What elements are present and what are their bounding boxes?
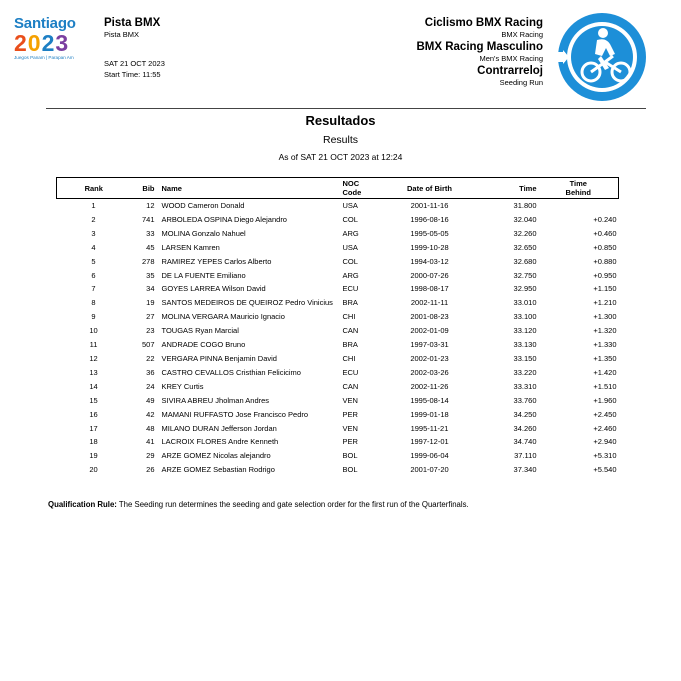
- cell-noc: CHI: [342, 353, 356, 363]
- cell-noc: ARG: [342, 270, 359, 280]
- table-row: [57, 324, 619, 338]
- cell-rank: 20: [89, 465, 98, 475]
- cell-dob: 2002-03-26: [410, 367, 449, 377]
- cell-rank: 14: [89, 381, 98, 391]
- header-left: [104, 16, 264, 80]
- cell-name: MAMANI RUFFASTO Jose Francisco Pedro: [161, 409, 309, 419]
- results-title-en: Results: [322, 134, 358, 146]
- sport-title: Ciclismo BMX Racing: [424, 17, 543, 29]
- cell-bib: 29: [146, 451, 155, 461]
- cell-time: 32.260: [513, 228, 537, 238]
- cell-name: LARSEN Kamren: [161, 242, 220, 252]
- cell-rank: 3: [91, 228, 96, 238]
- cell-name: MOLINA VERGARA Mauricio Ignacio: [161, 312, 285, 322]
- table-row: [57, 380, 619, 394]
- table-row: [57, 463, 619, 477]
- header-right: [283, 16, 543, 88]
- cell-bib: 19: [146, 298, 155, 308]
- table-row: [57, 255, 619, 269]
- logo-year-digit: 0: [27, 30, 42, 56]
- cell-time: 34.260: [513, 423, 537, 433]
- cell-bib: 42: [146, 409, 155, 419]
- results-table: [56, 177, 619, 477]
- cell-name: ARZE GOMEZ Sebastian Rodrigo: [161, 465, 275, 475]
- event-subtitle: Men's BMX Racing: [479, 54, 543, 63]
- table-row: [57, 296, 619, 310]
- cell-bib: 45: [146, 242, 155, 252]
- cell-time: 33.760: [513, 395, 537, 405]
- cell-bib: 49: [146, 395, 155, 405]
- cell-rank: 4: [91, 242, 96, 252]
- cell-time: 34.250: [513, 409, 537, 419]
- table-row: [57, 366, 619, 380]
- cell-time: 32.750: [513, 270, 537, 280]
- cell-bib: 507: [141, 340, 155, 350]
- cell-rank: 15: [89, 395, 98, 405]
- col-behind-header: [539, 178, 619, 199]
- qualification-label: Qualification Rule:: [48, 500, 117, 509]
- santiago-2023-logo: [14, 16, 90, 78]
- col-behind-header-line1: Time: [569, 179, 587, 188]
- cell-bib: 27: [146, 312, 155, 322]
- cell-bib: 34: [146, 284, 155, 294]
- table-row: [57, 310, 619, 324]
- cell-dob: 2002-11-11: [410, 298, 449, 308]
- col-behind-header-line2: Behind: [565, 188, 591, 197]
- qualification-text: The Seeding run determines the seeding and gate selection order for the first run of the Quarterfinals.: [118, 500, 469, 509]
- cell-dob: 1995-08-14: [410, 395, 449, 405]
- table-row: [57, 282, 619, 296]
- event-date: SAT 21 OCT 2023: [104, 59, 165, 68]
- cell-name: MOLINA Gonzalo Nahuel: [161, 228, 246, 238]
- phase-subtitle: Seeding Run: [499, 78, 543, 87]
- table-row: [57, 227, 619, 241]
- cell-time: 33.120: [513, 326, 537, 336]
- cell-time: 32.680: [513, 256, 537, 266]
- cell-bib: 26: [146, 465, 155, 475]
- venue-subtitle: Pista BMX: [104, 30, 140, 39]
- cell-time: 34.740: [513, 437, 537, 447]
- cell-rank: 5: [91, 256, 96, 266]
- cell-time-behind: +1.300: [593, 312, 617, 322]
- cell-name: CASTRO CEVALLOS Cristhian Felicicimo: [161, 367, 301, 377]
- sport-subtitle: BMX Racing: [501, 30, 543, 39]
- cell-dob: 1998-08-17: [410, 284, 449, 294]
- cell-time-behind: [539, 199, 619, 213]
- cell-time: 33.100: [513, 312, 537, 322]
- cell-noc: COL: [342, 256, 358, 266]
- cell-name: KREY Curtis: [161, 381, 204, 391]
- cell-rank: 19: [89, 451, 98, 461]
- logo-year-digit: 2: [14, 30, 28, 56]
- cell-bib: 24: [146, 381, 155, 391]
- table-row: [57, 394, 619, 408]
- cell-noc: COL: [342, 214, 358, 224]
- logo-tagline: Juegos Panam | Parapan Am: [14, 55, 74, 60]
- start-time: Start Time: 11:55: [104, 70, 161, 79]
- col-noc-header-line2: Code: [342, 188, 362, 197]
- cell-rank: 7: [91, 284, 96, 294]
- cell-dob: 1997-03-31: [410, 340, 449, 350]
- cell-time-behind: +0.240: [593, 214, 617, 224]
- cell-noc: VEN: [342, 423, 358, 433]
- cell-name: RAMIREZ YEPES Carlos Alberto: [161, 256, 272, 266]
- cell-noc: BOL: [342, 465, 358, 475]
- cell-time-behind: +1.510: [593, 381, 617, 391]
- cell-time: 33.150: [513, 353, 537, 363]
- cell-noc: ECU: [342, 284, 359, 294]
- col-dob-header: Date of Birth: [385, 178, 475, 199]
- cell-name: MILANO DURAN Jefferson Jordan: [161, 423, 277, 433]
- qualification-rule: [48, 499, 648, 510]
- cell-noc: BRA: [342, 340, 358, 350]
- cell-name: GOYES LARREA Wilson David: [161, 284, 266, 294]
- cell-time-behind: +1.150: [593, 284, 617, 294]
- results-body: [57, 199, 619, 478]
- cell-rank: 9: [91, 312, 96, 322]
- cell-noc: BRA: [342, 298, 358, 308]
- cell-time: 37.110: [514, 451, 537, 461]
- cell-dob: 1994-03-12: [410, 256, 449, 266]
- table-row: [57, 241, 619, 255]
- col-name-header: Name: [157, 178, 341, 199]
- cell-noc: PER: [342, 409, 358, 419]
- table-row: [57, 408, 619, 422]
- cell-time: 33.220: [513, 367, 537, 377]
- cell-dob: 1997-12-01: [410, 437, 449, 447]
- cell-time-behind: +5.310: [593, 451, 617, 461]
- table-header-row: [57, 178, 619, 199]
- cell-bib: 41: [146, 437, 155, 447]
- bmx-cyclist-icon: [555, 10, 649, 104]
- cell-dob: 2001-11-16: [410, 201, 449, 210]
- cell-noc: ECU: [342, 367, 359, 377]
- cell-time: 33.010: [513, 298, 537, 308]
- cell-dob: 2001-07-20: [410, 465, 449, 475]
- cell-time: 32.650: [513, 242, 537, 252]
- phase-title: Contrarreloj: [477, 65, 543, 77]
- cell-rank: 17: [89, 423, 98, 433]
- cell-dob: 1999-06-04: [410, 451, 449, 461]
- table-row: [57, 213, 619, 227]
- cell-name: SANTOS MEDEIROS DE QUEIROZ Pedro Vinicius: [161, 298, 333, 308]
- as-of-timestamp: As of SAT 21 OCT 2023 at 12:24: [278, 152, 403, 162]
- cell-time-behind: +2.460: [593, 423, 617, 433]
- cell-bib: 741: [141, 214, 155, 224]
- cell-name: SIVIRA ABREU Jholman Andres: [161, 395, 270, 405]
- cell-dob: 1996-08-16: [410, 214, 449, 224]
- table-row: [57, 199, 619, 213]
- cell-time-behind: +0.460: [593, 228, 617, 238]
- cell-time-behind: +0.850: [593, 242, 617, 252]
- cell-name: ARZE GOMEZ Nicolas alejandro: [161, 451, 271, 461]
- cell-rank: 13: [89, 367, 98, 377]
- cell-bib: 33: [146, 228, 155, 238]
- cell-noc: CHI: [342, 312, 356, 322]
- cell-dob: 2002-11-26: [410, 381, 449, 391]
- table-row: [57, 449, 619, 463]
- cell-time: 32.040: [513, 214, 537, 224]
- cell-time: 33.130: [513, 340, 537, 350]
- cell-rank: 12: [89, 353, 98, 363]
- table-row: [57, 435, 619, 449]
- venue-title: Pista BMX: [104, 17, 161, 29]
- cell-time-behind: +1.210: [593, 298, 617, 308]
- cell-noc: ARG: [342, 228, 359, 238]
- cell-time-behind: +1.320: [593, 326, 617, 336]
- cell-bib: 278: [141, 256, 155, 266]
- cell-time-behind: +0.880: [593, 256, 617, 266]
- logo-year: [14, 31, 90, 55]
- cell-name: TOUGAS Ryan Marcial: [161, 326, 239, 336]
- cell-time-behind: +5.540: [593, 465, 617, 475]
- table-row: [57, 269, 619, 283]
- cell-dob: 2001-08-23: [410, 312, 449, 322]
- cell-time-behind: +1.960: [593, 395, 617, 405]
- col-time-header: Time: [475, 178, 539, 199]
- cell-noc: USA: [342, 201, 358, 210]
- cell-name: ARBOLEDA OSPINA Diego Alejandro: [161, 214, 287, 224]
- cell-noc: VEN: [342, 395, 358, 405]
- table-row: [57, 352, 619, 366]
- results-title-es: Resultados: [305, 113, 376, 128]
- cell-bib: 35: [146, 270, 155, 280]
- logo-year-digit: 2: [41, 30, 56, 56]
- cell-bib: 22: [146, 353, 155, 363]
- cell-dob: 1995-05-05: [410, 228, 449, 238]
- header-divider: [46, 108, 646, 109]
- cell-dob: 2000-07-26: [410, 270, 449, 280]
- cell-time: 31.800: [513, 201, 537, 210]
- cell-time-behind: +1.420: [593, 367, 617, 377]
- cell-name: LACROIX FLORES Andre Kenneth: [161, 437, 279, 447]
- cell-dob: 1999-01-18: [410, 409, 449, 419]
- col-rank-header: Rank: [57, 178, 131, 199]
- cell-noc: USA: [342, 242, 358, 252]
- cell-rank: 6: [91, 270, 96, 280]
- cell-noc: CAN: [342, 381, 359, 391]
- cell-time-behind: +2.940: [593, 437, 617, 447]
- cell-rank: 1: [91, 201, 96, 210]
- cell-bib: 48: [146, 423, 155, 433]
- cell-time-behind: +2.450: [593, 409, 617, 419]
- cell-time: 37.340: [513, 465, 537, 475]
- col-noc-header: [341, 178, 385, 199]
- cell-dob: 2002-01-23: [410, 353, 449, 363]
- cell-rank: 10: [89, 326, 98, 336]
- cell-name: WOOD Cameron Donald: [161, 201, 245, 210]
- cell-time: 33.310: [513, 381, 537, 391]
- cell-bib: 23: [146, 326, 155, 336]
- cell-noc: PER: [342, 437, 358, 447]
- cell-rank: 8: [91, 298, 96, 308]
- event-title: BMX Racing Masculino: [416, 41, 543, 53]
- cell-rank: 11: [89, 340, 98, 350]
- cell-noc: BOL: [342, 451, 358, 461]
- cell-time-behind: +1.350: [593, 353, 617, 363]
- col-noc-header-line1: NOC: [342, 179, 360, 188]
- table-row: [57, 338, 619, 352]
- cell-name: DE LA FUENTE Emiliano: [161, 270, 246, 280]
- cell-dob: 2002-01-09: [410, 326, 449, 336]
- cell-noc: CAN: [342, 326, 359, 336]
- logo-year-digit: 3: [55, 30, 70, 56]
- cell-name: ANDRADE COGO Bruno: [161, 340, 246, 350]
- cell-time-behind: +0.950: [593, 270, 617, 280]
- title-block: [0, 113, 681, 163]
- cell-rank: 2: [91, 214, 96, 224]
- cell-bib: 36: [146, 367, 155, 377]
- logo-brand: Santiago: [14, 15, 76, 32]
- cell-name: VERGARA PINNA Benjamin David: [161, 353, 277, 363]
- cell-rank: 18: [89, 437, 98, 447]
- cell-dob: 1995-11-21: [410, 423, 449, 433]
- cell-rank: 16: [89, 409, 98, 419]
- cell-bib: 12: [146, 201, 155, 210]
- cell-time: 32.950: [513, 284, 537, 294]
- table-row: [57, 422, 619, 436]
- col-bib-header: Bib: [131, 178, 157, 199]
- cell-dob: 1999-10-28: [410, 242, 449, 252]
- cell-time-behind: +1.330: [593, 340, 617, 350]
